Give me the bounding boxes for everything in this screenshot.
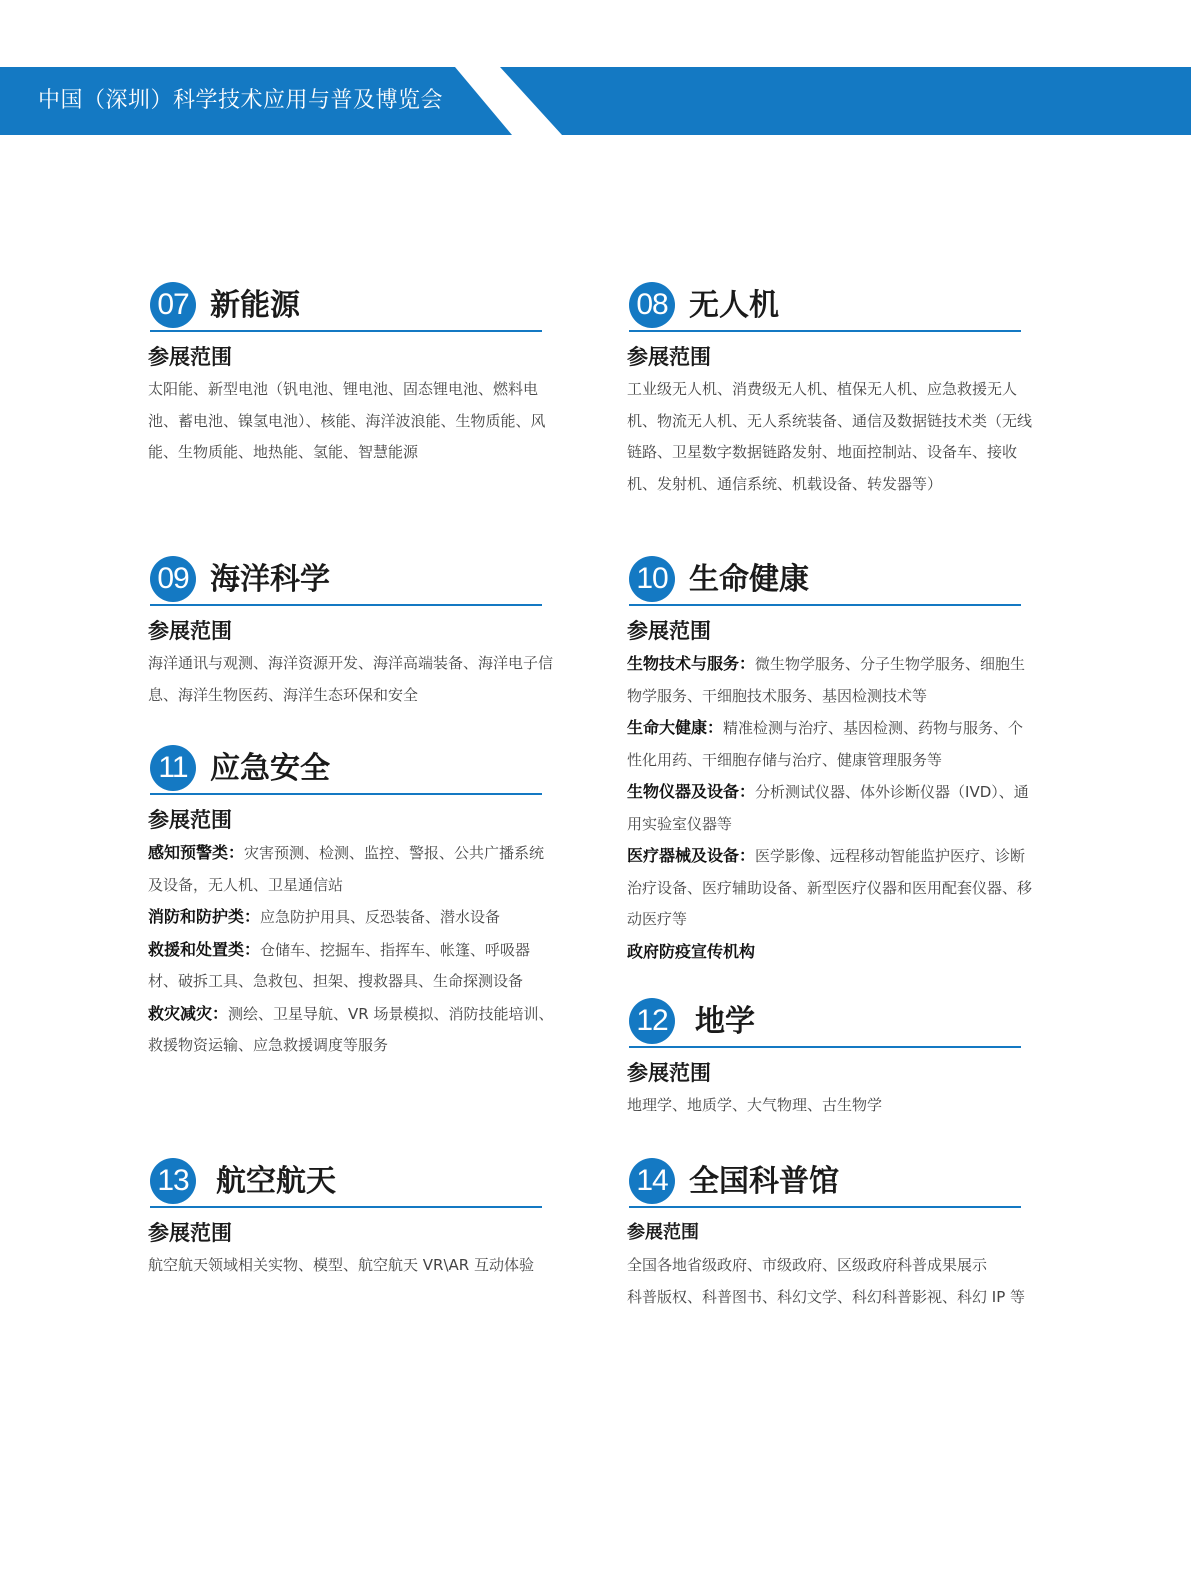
section-text: 工业级无人机、消费级无人机、植保无人机、应急救援无人机、物流无人机、无人系统装备、通信及数据链技术类（无线链路、卫星数字数据链路发射、地面控制站、设备车、接收机、发射机、通信系统、机载设备、转发器等） xyxy=(627,380,1033,493)
section-label: 参展范围 xyxy=(148,1221,232,1245)
section-label: 参展范围 xyxy=(148,619,232,643)
section-aerospace xyxy=(148,1158,558,1282)
section-label: 参展范围 xyxy=(627,1222,699,1243)
section-title: 海洋科学 xyxy=(210,562,330,597)
section-body xyxy=(627,648,1037,968)
section-geoscience xyxy=(627,998,1037,1122)
section-title: 航空航天 xyxy=(216,1164,336,1199)
section-divider xyxy=(629,1046,1021,1048)
section-number-badge: 13 xyxy=(150,1158,196,1204)
section-emergency-safety xyxy=(148,745,558,1062)
list-item: 全国各地省级政府、市级政府、区级政府科普成果展示 xyxy=(627,1256,988,1274)
section-body xyxy=(148,837,558,1062)
section-number-badge: 14 xyxy=(629,1158,675,1204)
list-item: 生物技术与服务：微生物学服务、分子生物学服务、细胞生物学服务、干细胞技术服务、基因检测技术等 xyxy=(627,654,1026,705)
section-divider xyxy=(629,1206,1021,1208)
section-text: 航空航天领域相关实物、模型、航空航天 VR\AR 互动体验 xyxy=(148,1256,534,1274)
section-text: 海洋通讯与观测、海洋资源开发、海洋高端装备、海洋电子信息、海洋生物医药、海洋生态环保和安全 xyxy=(148,654,554,704)
list-item: 政府防疫宣传机构 xyxy=(627,941,756,961)
section-title: 新能源 xyxy=(210,288,300,323)
section-divider xyxy=(150,330,542,332)
header-banner-right xyxy=(500,67,1191,135)
section-label: 参展范围 xyxy=(627,619,711,643)
section-life-health xyxy=(627,556,1037,968)
section-number-badge: 07 xyxy=(150,282,196,328)
section-number-badge: 08 xyxy=(629,282,675,328)
list-item: 救援和处置类：仓储车、挖掘车、指挥车、帐篷、呼吸器材、破拆工具、急救包、担架、搜救器具、生命探测设备 xyxy=(148,939,531,990)
section-title: 生命健康 xyxy=(689,562,809,597)
section-label: 参展范围 xyxy=(627,345,711,369)
section-label: 参展范围 xyxy=(627,1061,711,1085)
section-title: 全国科普馆 xyxy=(689,1164,839,1199)
section-body xyxy=(627,1250,1037,1313)
section-number-badge: 12 xyxy=(629,998,675,1044)
section-drones xyxy=(627,282,1037,500)
section-divider xyxy=(150,1206,542,1208)
list-item: 生命大健康：精准检测与治疗、基因检测、药物与服务、个性化用药、干细胞存储与治疗、健康管理服务等 xyxy=(627,718,1024,769)
section-national-science-museum xyxy=(627,1158,1037,1313)
section-number-badge: 11 xyxy=(150,745,196,791)
section-divider xyxy=(629,604,1021,606)
section-number-badge: 10 xyxy=(629,556,675,602)
section-ocean-science xyxy=(148,556,558,711)
list-item: 消防和防护类：应急防护用具、反恐装备、潜水设备 xyxy=(148,907,501,926)
list-item: 科普版权、科普图书、科幻文学、科幻科普影视、科幻 IP 等 xyxy=(627,1287,1026,1306)
section-divider xyxy=(150,604,542,606)
list-item: 医疗器械及设备：医学影像、远程移动智能监护医疗、诊断治疗设备、医疗辅助设备、新型医疗仪器和医用配套仪器、移动医疗等 xyxy=(627,846,1033,928)
section-title: 应急安全 xyxy=(210,751,330,786)
section-divider xyxy=(629,330,1021,332)
section-title: 地学 xyxy=(695,1004,755,1039)
section-title: 无人机 xyxy=(689,288,779,323)
section-text: 太阳能、新型电池（钒电池、锂电池、固态锂电池、燃料电池、蓄电池、镍氢电池）、核能、海洋波浪能、生物质能、风能、生物质能、地热能、氢能、智慧能源 xyxy=(148,380,546,461)
section-label: 参展范围 xyxy=(148,345,232,369)
list-item: 生物仪器及设备：分析测试仪器、体外诊断仪器（IVD）、通用实验室仪器等 xyxy=(627,782,1029,833)
section-divider xyxy=(150,793,542,795)
section-label: 参展范围 xyxy=(148,808,232,832)
page-title: 中国（深圳）科学技术应用与普及博览会 xyxy=(38,88,444,113)
section-text: 地理学、地质学、大气物理、古生物学 xyxy=(627,1096,883,1114)
section-new-energy xyxy=(148,282,558,469)
list-item: 感知预警类：灾害预测、检测、监控、警报、公共广播系统及设备，无人机、卫星通信站 xyxy=(148,843,545,894)
list-item: 救灾减灾：测绘、卫星导航、VR 场景模拟、消防技能培训、救援物资运输、应急救援调度等服务 xyxy=(148,1003,554,1054)
section-number-badge: 09 xyxy=(150,556,196,602)
